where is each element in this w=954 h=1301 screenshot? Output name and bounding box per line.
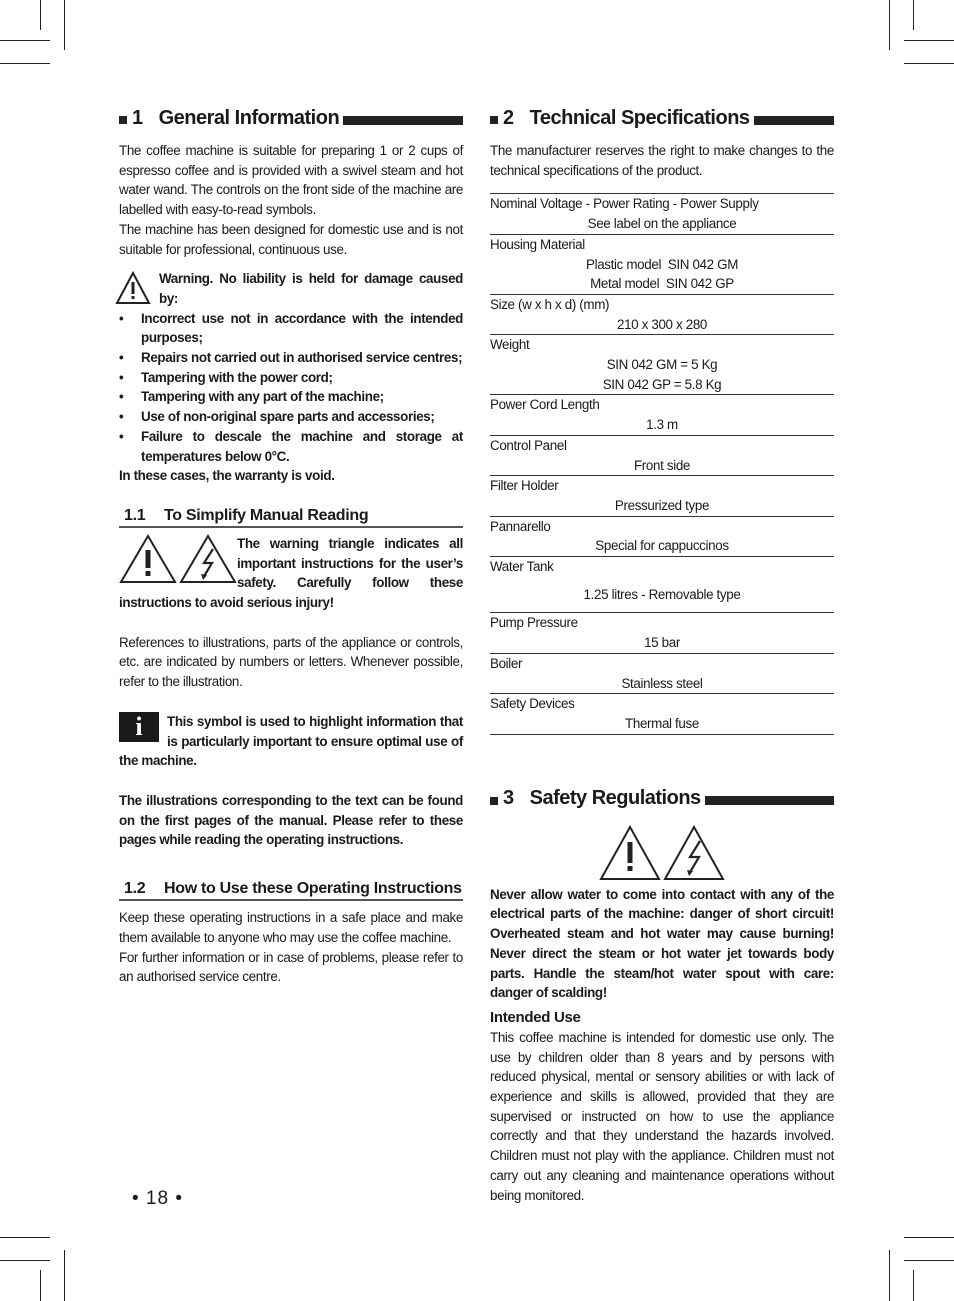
spec-value: SIN 042 GM = 5 Kg [606,357,718,373]
list-item: • Incorrect use not in accordance with the intended purposes; [119,309,463,348]
illustrations-note: The illustrations corresponding to the text can be found on the first pages of the manual. Please refer to these pages while reading the operating instructions. [119,792,463,848]
spec-value: 1.3 m [646,417,678,433]
safety-symbols [490,825,834,885]
heading-bar [343,116,463,125]
spec-label: Pannarello [490,518,551,534]
list-item: • Tampering with any part of the machine; [119,387,463,407]
crop-mark [0,40,50,41]
warning-triangle-text: The warning triangle indicates all important instructions for the user’s safety. Carefully follow these instructions to avoid serious injury! [119,535,463,611]
crop-mark [904,40,954,41]
electrical-hazard-icon [179,534,237,584]
list-item: • Tampering with the power cord; [119,368,463,388]
spec-label: Pump Pressure [490,615,578,631]
heading-square-icon [119,116,127,124]
crop-mark [913,1270,914,1301]
crop-mark [904,63,954,64]
spec-label: Weight [490,337,530,353]
crop-mark [40,0,41,30]
left-column [119,100,463,987]
crop-mark [904,1237,954,1238]
spec-label: Power Cord Length [490,397,600,413]
section-title: General Information [158,106,340,129]
safety-warning: Never allow water to come into contact with any of the electrical parts of the machine: danger of short circuit! Overheated steam and hot water may cause burning! Never direct the steam or hot water jet towards body parts. Handle the steam/hot water spout with care: danger of scalding! [490,886,834,1001]
spec-value: Pressurized type [614,497,710,513]
heading-square-icon [490,116,498,124]
intended-use-text: This coffee machine is intended for domestic use only. The use by children older than 8 years and by persons with reduced physical, mental or sensory abilities or with lack of experience and skills is allowed, provided that they are supervised or instructed on how to use the appliance correctly and that they understand the hazards involved. Children must not play with the appliance. Children must not carry out any cleaning and maintenance operations without being monitored. [490,1029,834,1203]
spec-row [490,653,834,693]
warranty-note: In these cases, the warranty is void. [119,468,335,484]
spec-label: Filter Holder [490,478,559,494]
spec-value: 1.25 litres - Removable type [583,586,741,602]
warning-list [119,309,463,467]
references-paragraph: References to illustrations, parts of the appliance or controls, etc. are indicated by numbers or letters. Whenever possible, refer to the illustration. [119,634,463,690]
list-item: • Failure to descale the machine and storage at temperatures below 0°C. [119,427,463,466]
intro-paragraph: The coffee machine is suitable for preparing 1 or 2 cups of espresso coffee and is provided with a swivel steam and hot water wand. The controls on the front side of the machine are labelled with easy-to-read symbols. [119,143,463,218]
page-number: • 18 • [132,1188,183,1209]
info-block [119,712,463,771]
spec-row [490,234,834,294]
spec-row [490,334,834,394]
spec-value: Front side [633,457,691,473]
info-icon: i [119,712,159,742]
crop-mark [0,1260,50,1261]
spec-label: Size (w x h x d) (mm) [490,296,610,312]
spec-row [490,475,834,515]
warning-triangle-icon [599,825,661,881]
spec-value: Stainless steel [621,675,703,691]
crop-mark [64,0,65,50]
electrical-hazard-icon [663,825,725,881]
section-number: 3 [503,787,514,810]
warning-title: Warning. No liability is held for damage caused by: [159,271,463,306]
spec-row [490,556,834,612]
intro-paragraph: The machine has been designed for domestic use and is not suitable for professional, continuous use. [119,221,463,257]
spec-row [490,193,834,233]
crop-mark [889,1250,890,1301]
section-1-1-heading [119,506,463,528]
section-1-2-heading [119,879,463,901]
spec-row [490,693,834,733]
right-column [490,100,834,1205]
section-title: Safety Regulations [529,787,701,810]
section-number: 1.2 [124,880,146,898]
spec-row [490,612,834,652]
warning-triangle-icon [115,271,151,305]
heading-bar [754,116,834,125]
warning-block [119,269,463,486]
spec-value: Special for cappuccinos [595,538,729,554]
section-number: 2 [503,106,514,129]
crop-mark [0,1237,50,1238]
info-text: This symbol is used to highlight information that is particularly important to ensure optimal use of the machine. [119,713,463,769]
spec-label: Nominal Voltage - Power Rating - Power Supply [490,196,759,212]
spec-label: Control Panel [490,437,567,453]
crop-mark [904,1260,954,1261]
spec-label: Water Tank [490,559,554,575]
spec-table [490,193,834,734]
spec-intro: The manufacturer reserves the right to make changes to the technical specifications of the product. [490,143,834,178]
crop-mark [889,0,890,50]
section-title: How to Use these Operating Instructions [164,880,462,898]
crop-mark [913,0,914,30]
spec-row [490,435,834,475]
section-number: 1.1 [124,506,146,524]
section-number: 1 [132,106,143,129]
spec-value: Thermal fuse [625,715,699,731]
spec-row [490,516,834,556]
spec-value: Metal model SIN 042 GP [590,276,734,292]
section-title: To Simplify Manual Reading [164,506,369,524]
warning-triangle-icon [119,534,177,584]
section-title: Technical Specifications [529,106,750,129]
spec-value: 15 bar [644,635,680,651]
spec-label: Housing Material [490,236,585,252]
heading-square-icon [490,797,498,805]
section-3-heading [490,781,834,817]
list-item: • Repairs not carried out in authorised service centres; [119,348,463,368]
spec-label: Boiler [490,655,523,671]
spec-row [490,294,834,334]
usage-paragraph: For further information or in case of problems, please refer to an authorised service centre. [119,949,463,985]
triangle-warning-block [119,534,463,613]
spec-value: Plastic model SIN 042 GM [586,256,738,272]
warning-symbols [119,534,237,586]
heading-bar [705,796,834,805]
spec-value: 210 x 300 x 280 [616,316,708,332]
spec-row [490,394,834,434]
crop-mark [0,63,50,64]
crop-mark [64,1250,65,1301]
crop-mark [40,1270,41,1301]
spec-label: Safety Devices [490,696,575,712]
list-item: • Use of non-original spare parts and accessories; [119,407,463,427]
spec-value: SIN 042 GP = 5.8 Kg [602,376,722,392]
usage-paragraph: Keep these operating instructions in a safe place and make them available to anyone who may use the coffee machine. [119,910,463,945]
section-1-heading [119,100,463,136]
intended-use-title: Intended Use [490,1008,581,1026]
spec-value: See label on the appliance [587,216,737,232]
section-2-heading [490,100,834,136]
